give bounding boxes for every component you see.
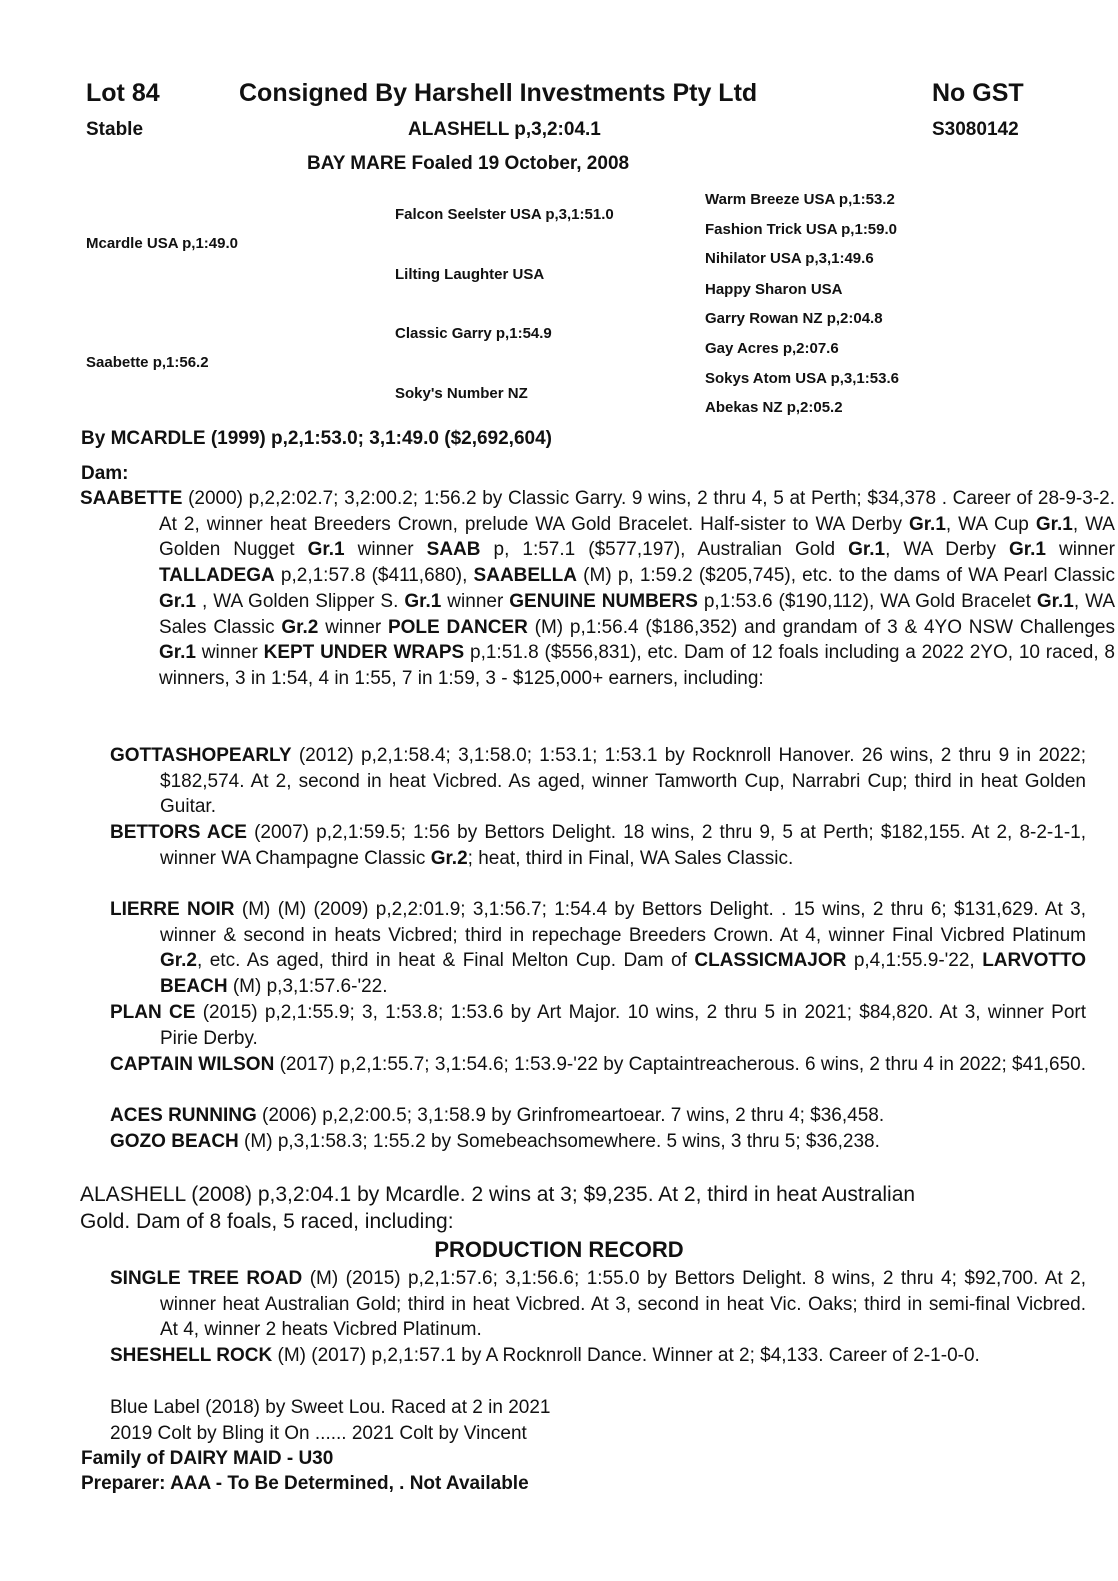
pedigree-g3: Nihilator USA p,3,1:49.6 <box>705 250 874 267</box>
family-line: Family of DAIRY MAID - U30 <box>81 1448 334 1469</box>
production-heading: PRODUCTION RECORD <box>434 1237 684 1262</box>
preparer-line: Preparer: AAA - To Be Determined, . Not Available <box>81 1473 529 1494</box>
dam-name: SAABETTE <box>80 488 183 509</box>
pedigree-g7: Sokys Atom USA p,3,1:53.6 <box>705 370 899 387</box>
progeny-entry: LIERRE NOIR (M) (M) (2009) p,2,2:01.9; 3,1:56.7; 1:54.4 by Bettors Delight. . 15 wins, 2 thru 6; $131,629. At 3, winner & second in heats Vicbred; third in repechage Breeders Crown. At 4, winner Final Vicbred Platinum Gr.2, etc. As aged, third in heat & Final Melton Cup. Dam of CLASSICMAJOR p,4,1:55.9-'22, LARVOTTO BEACH (M) p,3,1:57.6-'22. <box>110 899 1086 998</box>
pedigree-g2: Fashion Trick USA p,1:59.0 <box>705 221 898 238</box>
pedigree-g1: Warm Breeze USA p,1:53.2 <box>705 191 895 208</box>
progeny-entry: CAPTAIN WILSON (2017) p,2,1:55.7; 3,1:54.6; 1:53.9-'22 by Captaintreacherous. 6 wins, 2 thru 4 in 2022; $41,650. <box>110 1054 1086 1075</box>
alashell-paragraph: ALASHELL (2008) p,3,2:04.1 by Mcardle. 2 wins at 3; $9,235. At 2, third in heat Australian Gold. Dam of 8 foals, 5 raced, including: <box>80 1183 916 1233</box>
pedigree-g6: Gay Acres p,2:07.6 <box>705 340 839 357</box>
pedigree-g4: Happy Sharon USA <box>705 281 843 298</box>
pedigree-sire: Mcardle USA p,1:49.0 <box>86 235 238 252</box>
pedigree-sire-dam: Lilting Laughter USA <box>395 266 545 283</box>
pedigree-g8: Abekas NZ p,2:05.2 <box>705 399 843 416</box>
progeny-entry: ACES RUNNING (2006) p,2,2:00.5; 3,1:58.9 by Grinfromeartoear. 7 wins, 2 thru 4; $36,458. <box>110 1105 885 1126</box>
foaled-line: BAY MARE Foaled 19 October, 2008 <box>307 153 630 174</box>
lot-number: Lot 84 <box>86 79 160 107</box>
sire-line: By MCARDLE (1999) p,2,1:53.0; 3,1:49.0 ($2,692,604) <box>81 428 552 449</box>
pedigree-dam: Saabette p,1:56.2 <box>86 354 209 371</box>
progeny-entry: BETTORS ACE (2007) p,2,1:59.5; 1:56 by Bettors Delight. 18 wins, 2 thru 9, 5 at Perth; $182,155. At 2, 8-2-1-1, winner WA Champagne Classic Gr.2; heat, third in Final, WA Sales Classic. <box>110 822 1086 869</box>
gst-status: No GST <box>932 79 1024 107</box>
pedigree-g5: Garry Rowan NZ p,2:04.8 <box>705 310 883 327</box>
stable-label: Stable <box>86 119 144 140</box>
lot-code: S3080142 <box>932 119 1019 140</box>
horse-line: ALASHELL p,3,2:04.1 <box>408 119 601 140</box>
colts-line: 2019 Colt by Bling it On ...... 2021 Colt by Vincent <box>110 1423 527 1444</box>
pedigree-dam-dam: Soky's Number NZ <box>395 385 528 402</box>
dam-paragraph: SAABETTE (2000) p,2,2:02.7; 3,2:00.2; 1:56.2 by Classic Garry. 9 wins, 2 thru 4, 5 at Perth; $34,378 . Career of 28-9-3-2. At 2, winner heat Breeders Crown, prelude WA Gold Bracelet. Half-sister to WA Derby Gr.1, WA Cup Gr.1, WA Golden Nugget Gr.1 winner SAAB p, 1:57.1 ($577,197), Australian Gold Gr.1, WA Derby Gr.1 winner TALLADEGA p,2,1:57.8 ($411,680), SAABELLA (M) p, 1:59.2 ($205,745), etc. to the dams of WA Pearl Classic Gr.1 , WA Golden Slipper S. Gr.1 winner GENUINE NUMBERS p,1:53.6 ($190,112), WA Gold Bracelet Gr.1, WA Sales Classic Gr.2 winner POLE DANCER (M) p,1:56.4 ($186,352) and grandam of 3 & 4YO NSW Challenges Gr.1 winner KEPT UNDER WRAPS p,1:51.8 ($556,831), etc. Dam of 12 foals including a 2022 2YO, 10 raced, 8 winners, 3 in 1:54, 4 in 1:55, 7 in 1:59, 3 - $125,000+ earners, including: <box>80 488 1116 689</box>
pedigree-sire-sire: Falcon Seelster USA p,3,1:51.0 <box>395 206 614 223</box>
consignor: Consigned By Harshell Investments Pty Ltd <box>239 79 758 107</box>
progeny-entry: GOTTASHOPEARLY (2012) p,2,1:58.4; 3,1:58.0; 1:53.1; 1:53.1 by Rocknroll Hanover. 26 wins, 2 thru 9 in 2022; $182,574. At 2, second in heat Vicbred. As aged, winner Tamworth Cup, Narrabri Cup; third in heat Golden Guitar. <box>110 745 1086 818</box>
blue-label-line: Blue Label (2018) by Sweet Lou. Raced at 2 in 2021 <box>110 1397 551 1418</box>
progeny-entry: GOZO BEACH (M) p,3,1:58.3; 1:55.2 by Somebeachsomewhere. 5 wins, 3 thru 5; $36,238. <box>110 1131 880 1152</box>
production-entry: SINGLE TREE ROAD (M) (2015) p,2,1:57.6; 3,1:56.6; 1:55.0 by Bettors Delight. 8 wins, 2 thru 4; $92,700. At 2, winner heat Australian Gold; third in heat Vicbred. At 3, second in heat Vic. Oaks; third in semi-final Vicbred. At 4, winner 2 heats Vicbred Platinum. <box>110 1268 1086 1341</box>
progeny-entry: PLAN CE (2015) p,2,1:55.9; 3, 1:53.8; 1:53.6 by Art Major. 10 wins, 2 thru 5 in 2021; $84,820. At 3, winner Port Pirie Derby. <box>110 1002 1086 1049</box>
dam-heading: Dam: <box>81 463 129 484</box>
pedigree-dam-sire: Classic Garry p,1:54.9 <box>395 325 552 342</box>
production-entry: SHESHELL ROCK (M) (2017) p,2,1:57.1 by A Rocknroll Dance. Winner at 2; $4,133. Career of 2-1-0-0. <box>110 1345 980 1366</box>
